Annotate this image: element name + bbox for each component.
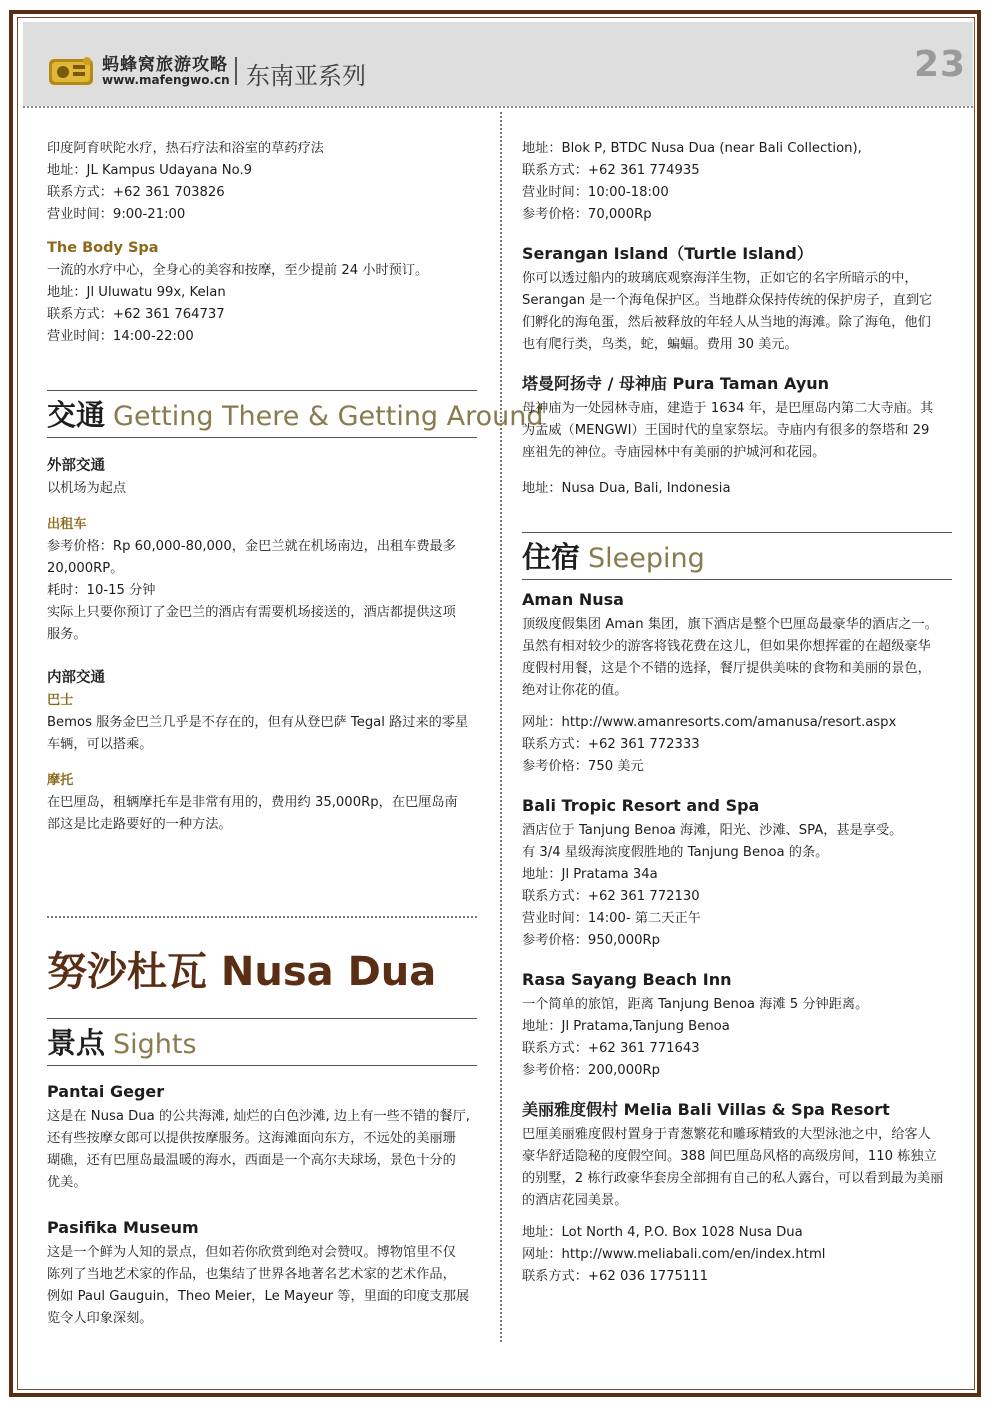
text-line: 也有爬行类，鸟类，蛇，蝙蝠。费用 30 美元。 [522, 337, 798, 352]
text-line: 陈列了当地艺术家的作品，也集结了世界各地著名艺术家的艺术作品， [47, 1267, 456, 1282]
text-line: 印度阿育吠陀水疗，热石疗法和浴室的草药疗法 [47, 141, 324, 156]
text-line: 地址：Jl Pratama,Tanjung Benoa [522, 1019, 730, 1034]
text-line: 你可以透过船内的玻璃底观察海洋生物，正如它的名字所暗示的中， [522, 271, 918, 286]
external-transport-title: 外部交通 [47, 458, 105, 474]
text-line: 参考价格：950,000Rp [522, 933, 661, 948]
text-line: 地址：Lot North 4, P.O. Box 1028 Nusa Dua [522, 1225, 803, 1240]
text-line: 联系方式：+62 361 764737 [47, 307, 225, 322]
text-line: 营业时间：14:00- 第二天正午 [522, 911, 701, 926]
text-line: 联系方式：+62 361 771643 [522, 1041, 700, 1056]
text-line: 网址：http://www.amanresorts.com/amanusa/resort.aspx [522, 715, 897, 730]
text-line: 度假村用餐，这是个不错的选择，餐厅提供美味的食物和美丽的景色， [522, 661, 931, 676]
text-line: 这是一个鲜为人知的景点，但如若你欣赏到绝对会赞叹。博物馆里不仅 [47, 1245, 456, 1260]
text-line: 服务。 [47, 627, 87, 642]
text-line: 耗时：10-15 分钟 [47, 583, 156, 598]
text-line: 营业时间：10:00-18:00 [522, 185, 669, 200]
text-line: 例如 Paul Gauguin，Theo Meier，Le Mayeur 等，里面的印度支那展 [47, 1289, 470, 1304]
sights-title-en: Sights [113, 1029, 197, 1060]
internal-transport-title: 内部交通 [47, 670, 105, 686]
text-line: 们孵化的海龟蛋，然后被释放的年轻人从当地的海滩。除了海龟，他们 [522, 315, 931, 330]
text-line: 联系方式：+62 036 1775111 [522, 1269, 709, 1284]
text-line: 地址：Jl Pratama 34a [522, 867, 658, 882]
text-line: 网址：http://www.meliabali.com/en/index.html [522, 1247, 826, 1262]
header-separator [23, 106, 973, 108]
aman-nusa-title: Aman Nusa [522, 590, 624, 609]
text-line: 联系方式：+62 361 703826 [47, 185, 225, 200]
text-line: 的酒店花园美景。 [522, 1193, 628, 1208]
moto-title: 摩托 [47, 773, 74, 788]
pasifika-museum-title: Pasifika Museum [47, 1218, 199, 1237]
mafengwo-logo-icon [47, 53, 97, 89]
series-title: 东南亚系列 [246, 62, 366, 90]
serangan-island-title: Serangan Island（Turtle Island） [522, 244, 813, 263]
transport-section-header [47, 390, 544, 438]
sights-section-header [47, 1018, 477, 1066]
text-line: 这是在 Nusa Dua 的公共海滩, 灿烂的白色沙滩, 边上有一些不错的餐厅, [47, 1109, 470, 1124]
text-line: 20,000RP。 [47, 561, 124, 576]
text-line: 座祖先的神位。寺庙园林中有美丽的护城河和花园。 [522, 445, 826, 460]
text-line: 为孟威（MENGWI）王国时代的皇家祭坛。寺庙内有很多的祭塔和 29 [522, 423, 930, 438]
sleeping-title-en: Sleeping [588, 543, 705, 574]
text-line: 虽然有相对较少的游客将钱花费在这儿，但如果你想挥霍的在超级豪华 [522, 639, 931, 654]
transport-title-en: Getting There & Getting Around [113, 401, 544, 432]
text-line: 母神庙为一处园林寺庙，建造于 1634 年，是巴厘岛内第二大寺庙。其 [522, 401, 934, 416]
text-line: 联系方式：+62 361 772333 [522, 737, 700, 752]
pantai-geger-title: Pantai Geger [47, 1082, 165, 1101]
pura-taman-ayun-title: 塔曼阿扬寺 / 母神庙 Pura Taman Ayun [522, 374, 830, 393]
text-line: 联系方式：+62 361 772130 [522, 889, 700, 904]
sleeping-title-cn: 住宿 [522, 540, 581, 574]
text-line: 的别墅，2 栋行政豪华套房全部拥有自己的私人露台，可以看到最为美丽 [522, 1171, 944, 1186]
bus-title: 巴士 [47, 693, 74, 708]
logo-url: www.mafengwo.cn [102, 73, 230, 87]
text-line: 以机场为起点 [47, 481, 127, 496]
text-line: 绝对让你花的值。 [522, 683, 628, 698]
taxi-title: 出租车 [47, 517, 87, 532]
text-line: 顶级度假集团 Aman 集团，旗下酒店是整个巴厘岛最豪华的酒店之一。 [522, 617, 938, 632]
text-line: Serangan 是一个海龟保护区。当地群众保持传统的保护房子，直到它 [522, 293, 933, 308]
text-line: 一流的水疗中心，全身心的美容和按摩，至少提前 24 小时预订。 [47, 263, 429, 278]
text-line: 瑚礁，还有巴厘岛最温暖的海水，西面是一个高尔夫球场，景色十分的 [47, 1153, 456, 1168]
page-number: 23 [914, 44, 967, 85]
text-line: 部这是比走路要好的一种方法。 [47, 817, 232, 832]
rasa-sayang-title: Rasa Sayang Beach Inn [522, 970, 732, 989]
transport-title-cn: 交通 [47, 398, 106, 432]
text-line: 地址：Blok P, BTDC Nusa Dua (near Bali Collection), [522, 141, 862, 156]
text-line: 酒店位于 Tanjung Benoa 海滩，阳光、沙滩、SPA，甚是享受。 [522, 823, 903, 838]
text-line: 参考价格：200,000Rp [522, 1063, 661, 1078]
text-line: 参考价格：Rp 60,000-80,000，金巴兰就在机场南边，出租车费最多 [47, 539, 456, 554]
text-line: 参考价格：750 美元 [522, 759, 644, 774]
text-line: 豪华舒适隐秘的度假空间。388 间巴厘岛风格的高级房间，110 栋独立 [522, 1149, 937, 1164]
text-line: 优美。 [47, 1175, 87, 1190]
melia-bali-title: 美丽雅度假村 Melia Bali Villas & Spa Resort [522, 1100, 890, 1119]
text-line: 地址：Jl Uluwatu 99x, Kelan [47, 285, 226, 300]
bali-tropic-title: Bali Tropic Resort and Spa [522, 796, 760, 815]
text-line: 实际上只要你预订了金巴兰的酒店有需要机场接送的，酒店都提供这项 [47, 605, 456, 620]
column-divider [500, 112, 502, 1342]
body-spa-title: The Body Spa [47, 240, 159, 256]
text-line: 营业时间：14:00-22:00 [47, 329, 194, 344]
left-column [47, 138, 544, 1330]
text-line: 地址：Nusa Dua, Bali, Indonesia [522, 481, 731, 496]
header-divider [235, 57, 237, 85]
sights-title-cn: 景点 [47, 1026, 106, 1060]
text-line: 还有些按摩女郎可以提供按摩服务。这海滩面向东方，不远处的美丽珊 [47, 1131, 456, 1146]
text-line: 有 3/4 星级海滨度假胜地的 Tanjung Benoa 的条。 [522, 845, 829, 860]
right-column [522, 138, 952, 1288]
text-line: 巴厘美丽雅度假村置身于青葱繁花和雕琢精致的大型泳池之中，给客人 [522, 1127, 931, 1142]
text-line: 联系方式：+62 361 774935 [522, 163, 700, 178]
text-line: 车辆，可以搭乘。 [47, 737, 153, 752]
text-line: 地址：JL Kampus Udayana No.9 [47, 163, 253, 178]
nusa-dua-title: 努沙杜瓦 Nusa Dua [47, 949, 437, 995]
text-line: 营业时间：9:00-21:00 [47, 207, 186, 222]
text-line: 在巴厘岛，租辆摩托车是非常有用的，费用约 35,000Rp，在巴厘岛南 [47, 795, 458, 810]
sleeping-section-header [522, 532, 952, 580]
text-line: 一个简单的旅馆，距离 Tanjung Benoa 海滩 5 分钟距离。 [522, 997, 869, 1012]
text-line: 参考价格：70,000Rp [522, 207, 652, 222]
text-line: 览令人印象深刻。 [47, 1311, 153, 1326]
logo-text-cn: 蚂蜂窝旅游攻略 [102, 55, 228, 75]
text-line: Bemos 服务金巴兰几乎是不存在的，但有从登巴萨 Tegal 路过来的零星 [47, 715, 469, 730]
